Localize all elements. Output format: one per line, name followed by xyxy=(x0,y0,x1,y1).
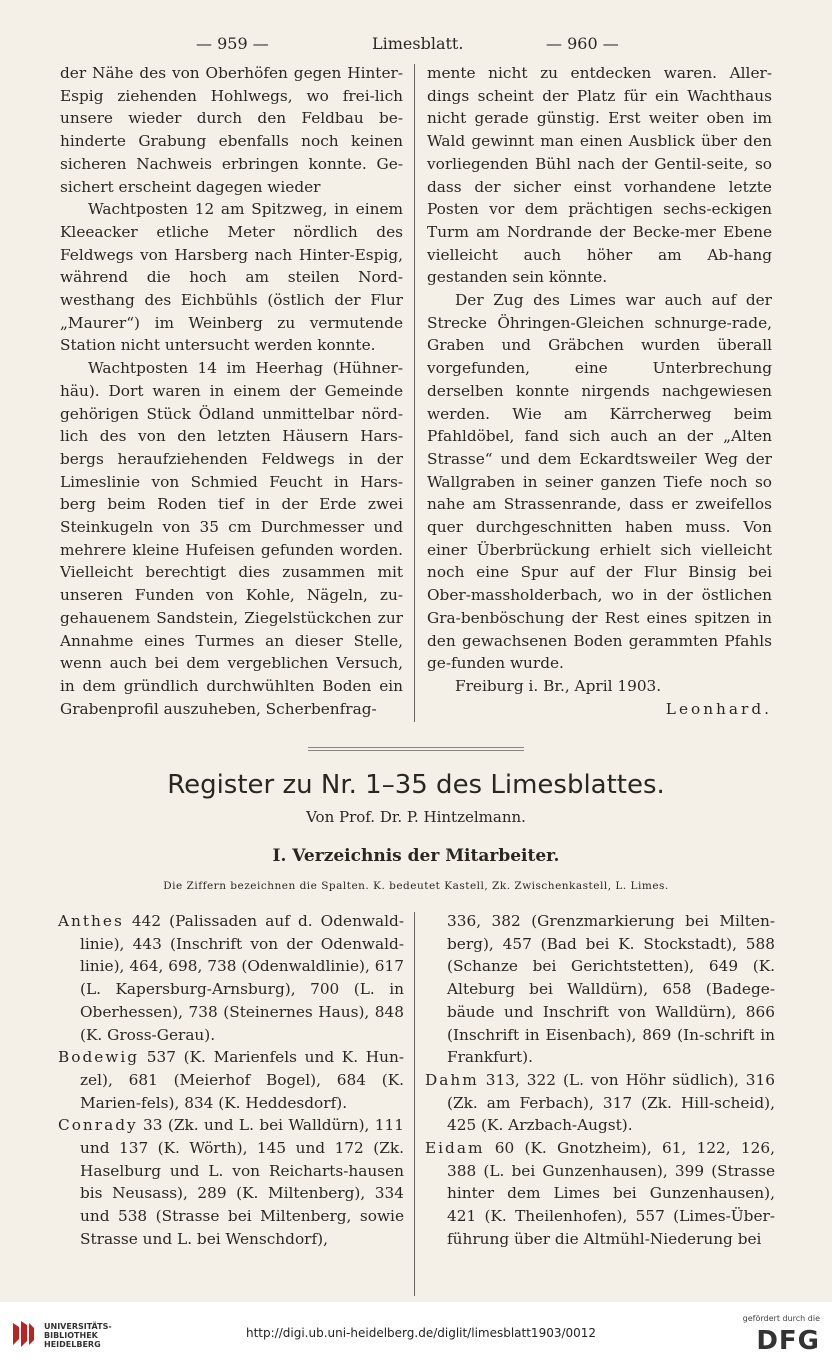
page-number-left: — 959 — xyxy=(196,34,269,53)
contributor-name: Anthes xyxy=(58,912,124,930)
article-paragraph: Der Zug des Limes war auch auf der Strecke Öhringen-Gleichen schnurge-rade, Graben und Gräbchen wurden überall vorgefunden, eine Unterbrechung derselben konnte nirgends nachgewiesen werden. Wie am Kärrcherweg beim Pfahldöbel, fand sich auch an der „Alten Strasse“ und dem Eckardtsweiler Weg der Wallgraben in seiner ganzen Tiefe noch so nahe am Strassenrande, dass er zweifellos quer durchgeschnitten haben muss. Von einer Überbrückung erhielt sich vielleicht noch eine Spur auf der Flur Binsig bei Ober-massholderbach, wo in der östlichen Gra-benböschung der Rest eines spitzen in den gewachsenen Boden gerammten Pfahls ge-funden wurde. xyxy=(427,291,772,673)
library-logo-icon xyxy=(10,1319,36,1349)
register-entry xyxy=(425,910,775,1069)
contributor-name: Dahm xyxy=(425,1070,479,1089)
register-left-column xyxy=(58,910,404,1251)
contributor-name: Conrady xyxy=(58,1116,138,1135)
article-right-column xyxy=(427,62,772,720)
register-title: Register zu Nr. 1–35 des Limesblattes. xyxy=(167,770,665,800)
article-paragraph: Wachtposten 14 im Heerhag (Hühner-häu). Dort waren in einem der Gemeinde gehörigen Stück Ödland unmittelbar nörd-lich des von den letzten Häusern Hars-bergs heraufziehenden Feldwegs in der Limeslinie von Schmied Feucht in Hars-berg beim Roden tief in der Erde zwei Steinkugeln von 35 cm Durchmesser und mehrere kleine Hufeisen gefunden worden. Vielleicht berechtigt dies zusammen mit unseren Funden von Kohle, Nägeln, zu-gehauenem Sandstein, Ziegelstückchen zur Annahme eines Turmes an dieser Stelle, wenn auch bei dem vergeblichen Versuch, in dem gründlich durchwühlten Boden ein Grabenprofil auszuheben, Scherbenfrag- xyxy=(60,359,403,718)
register-entry xyxy=(58,910,404,1046)
section-divider xyxy=(308,747,524,751)
page-header xyxy=(0,34,832,56)
register-entry xyxy=(58,1114,404,1250)
author-signature: Leonhard. xyxy=(665,699,772,718)
column-rule-top xyxy=(414,64,415,722)
article-left-column xyxy=(60,62,403,720)
register-legend: Die Ziffern bezeichnen die Spalten. K. bedeutet Kastell, Zk. Zwischenkastell, L. Limes. xyxy=(163,880,669,892)
register-right-column xyxy=(425,910,775,1251)
entry-text: 336, 382 (Grenzmarkierung bei Milten-berg), 457 (Bad bei K. Stockstadt), 588 (Schanze bei Gerichtstetten), 649 (K. Alteburg bei Walldürn), 658 (Badege-bäude und Inschrift von Walldürn), 866 (Inschrift in Eisenbach), 869 (In-schrift in Frankfurt). xyxy=(447,912,775,1067)
page-number-right: — 960 — xyxy=(546,34,619,53)
library-name-line: UNIVERSITÄTS- xyxy=(44,1322,112,1331)
funding-note: gefördert durch die xyxy=(742,1314,820,1323)
register-entry xyxy=(425,1137,775,1251)
place-date: Freiburg i. Br., April 1903. xyxy=(455,676,662,695)
register-byline: Von Prof. Dr. P. Hintzelmann. xyxy=(306,808,526,826)
digitization-footer xyxy=(0,1302,832,1365)
entry-text: 442 (Palissaden auf d. Odenwald-linie), 443 (Inschrift von der Odenwald-linie), 464, 698, 738 (Odenwaldlinie), 617 (L. Kapersburg-Arnsburg), 700 (L. in Oberhessen), 738 (Steinernes Haus), 848 (K. Gross-Gerau). xyxy=(80,912,404,1044)
register-entry xyxy=(425,1069,775,1137)
entry-text: 33 (Zk. und L. bei Walldürn), 111 und 137 (K. Wörth), 145 und 172 (Zk. Haselburg und L. von Reicharts-hausen bis Neusass), 289 (K. Miltenberg), 334 und 538 (Strasse bei Miltenberg, sowie Strasse und L. bei Wenschdorf), xyxy=(80,1116,404,1248)
article-paragraph: der Nähe des von Oberhöfen gegen Hinter-Espig ziehenden Hohlwegs, wo frei-lich unsere wieder durch den Feldbau be-hinderte Grabung ebenfalls noch keinen sicheren Nachweis erbringen konnte. Ge-sichert erscheint dagegen wieder xyxy=(60,64,403,196)
library-name-line: BIBLIOTHEK xyxy=(44,1331,98,1340)
entry-text: 537 (K. Marienfels und K. Hun-zel), 681 (Meierhof Bogel), 684 (K. Marien-fels), 834 (K. Heddesdorf). xyxy=(80,1048,404,1112)
library-name xyxy=(44,1322,112,1349)
article-paragraph: mente nicht zu entdecken waren. Aller-dings scheint der Platz für ein Wachthaus nicht gerade günstig. Erst weiter oben im Wald gewinnt man einen Ausblick über den vorliegenden Bühl nach der Gentil-seite, so dass der sicher einst vorhandene letzte Posten vor dem prächtigen sechs-eckigen Turm am Nordrande der Becke-mer Ebene vielleicht auch höher am Ab-hang gestanden sein könnte. xyxy=(427,64,772,287)
entry-text: 60 (K. Gnotzheim), 61, 122, 126, 388 (L. bei Gunzenhausen), 399 (Strasse hinter dem Limes bei Gunzenhausen), 421 (K. Theilenhofen), 557 (Limes-Über-führung über die Altmühl-Niederung bei xyxy=(447,1139,775,1248)
journal-title: Limesblatt. xyxy=(372,34,464,53)
contributor-name: Eidam xyxy=(425,1139,485,1158)
register-entry xyxy=(58,1046,404,1114)
column-rule-bottom xyxy=(414,912,415,1296)
section-heading: I. Verzeichnis der Mitarbeiter. xyxy=(272,846,560,866)
contributor-name: Bodewig xyxy=(58,1048,140,1067)
dfg-logo: DFG xyxy=(756,1326,820,1356)
library-name-line: HEIDELBERG xyxy=(44,1340,101,1349)
permalink[interactable]: http://digi.ub.uni-heidelberg.de/diglit/limesblatt1903/0012 xyxy=(246,1326,597,1340)
article-paragraph: Wachtposten 12 am Spitzweg, in einem Kleeacker etliche Meter nördlich des Feldwegs von Harsberg nach Hinter-Espig, während die hoch am steilen Nord-westhang des Eichbühls (östlich der Flur „Maurer“) im Weinberg zu vermutende Station nicht untersucht werden konnte. xyxy=(60,200,403,355)
entry-text: 313, 322 (L. von Höhr südlich), 316 (Zk. am Ferbach), 317 (Zk. Hill-scheid), 425 (K. Arzbach-Augst). xyxy=(447,1070,775,1135)
